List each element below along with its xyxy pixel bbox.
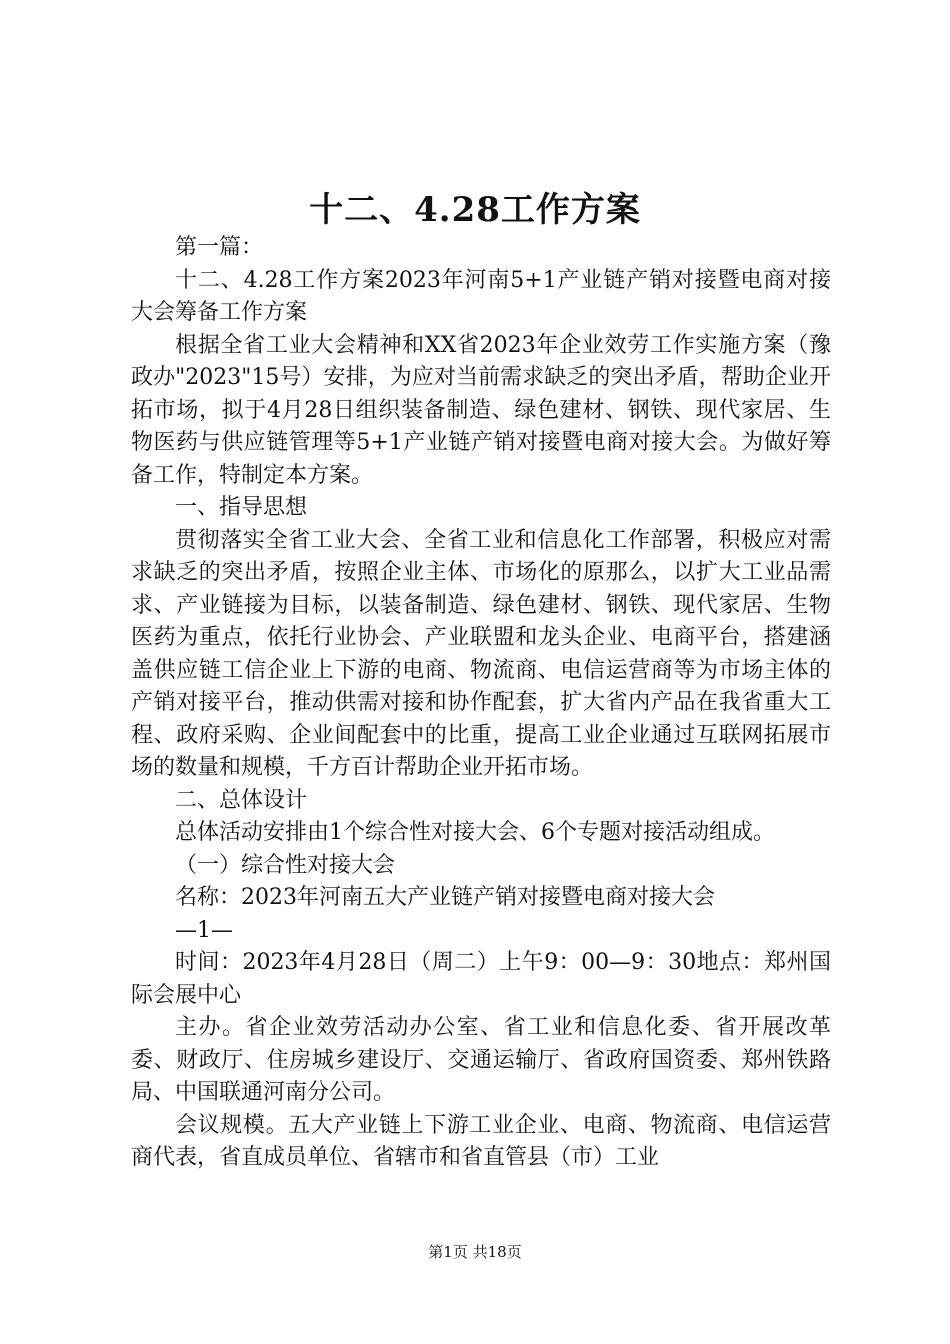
paragraph-meeting-name: 名称：2023年河南五大产业链产销对接暨电商对接大会 — [175, 885, 715, 910]
paragraph-background: 根据全省工业大会精神和XX省2023年企业效劳工作实施方案（豫政办"2023"15号）安排，为应对当前需求缺乏的突出矛盾，帮助企业开拓市场，拟于4月28日组织装备制造、绿色建材、钢铁、现代家居、生物医药与供应链管理等5+1产业链产销对接暨电商对接大会。为做好筹备工作，特制定本方案。 — [131, 332, 831, 488]
page-footer: 第1页 共18页 — [428, 1243, 522, 1261]
paragraph-overall-design: 总体活动安排由1个综合性对接大会、6个专题对接活动组成。 — [175, 820, 775, 845]
paragraph-section-label: 第一篇： — [175, 235, 264, 260]
heading-guiding-ideology: 一、指导思想 — [175, 495, 308, 520]
document-title: 十二、4.28工作方案 — [309, 190, 641, 230]
paragraph-meeting-scale: 会议规模。五大产业链上下游工业企业、电商、物流商、电信运营商代表，省直成员单位、省辖市和省直管县（市）工业 — [131, 1112, 831, 1170]
heading-overall-design: 二、总体设计 — [175, 787, 308, 813]
document-body — [131, 232, 831, 1175]
paragraph-guiding-ideology: 贯彻落实全省工业大会、全省工业和信息化工作部署，积极应对需求缺乏的突出矛盾，按照企业主体、市场化的原那么，以扩大工业品需求、产业链接为目标，以装备制造、绿色建材、钢铁、现代家居、生物医药为重点，依托行业协会、产业联盟和龙头企业、电商平台，搭建涵盖供应链工信企业上下游的电商、物流商、电信运营商等为市场主体的产销对接平台，推动供需对接和协作配套，扩大省内产品在我省重大工程、政府采购、企业间配套中的比重，提高工业企业通过互联网拓展市场的数量和规模，千方百计帮助企业开拓市场。 — [131, 527, 831, 780]
inline-page-marker: —1— — [175, 917, 233, 943]
paragraph-organizers: 主办。省企业效劳活动办公室、省工业和信息化委、省开展改革委、财政厅、住房城乡建设厅、交通运输厅、省政府国资委、郑州铁路局、中国联通河南分公司。 — [131, 1015, 831, 1105]
heading-comprehensive-meeting: （一）综合性对接大会 — [175, 852, 396, 878]
paragraph-meeting-time-place: 时间：2023年4月28日（周二）上午9：00—9：30地点：郑州国际会展中心 — [131, 950, 831, 1008]
paragraph-plan-title: 十二、4.28工作方案2023年河南5+1产业链产销对接暨电商对接大会筹备工作方案 — [131, 267, 831, 325]
